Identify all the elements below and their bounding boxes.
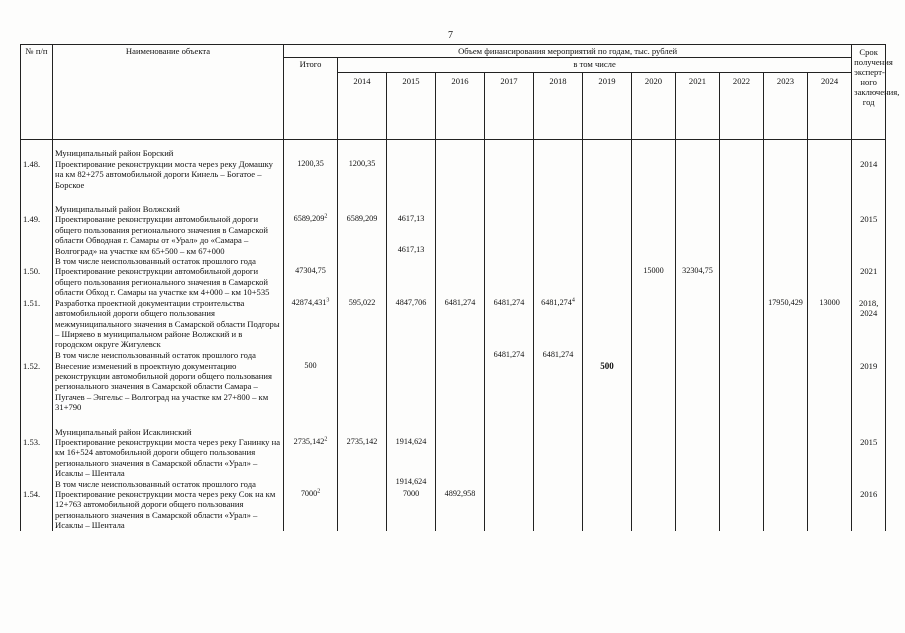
year-value-2024	[808, 266, 852, 297]
year-value-2018	[534, 148, 583, 190]
object-name	[53, 298, 284, 361]
spacer-cell	[583, 190, 632, 204]
spacer-cell	[338, 190, 387, 204]
remaining-value	[810, 350, 849, 360]
year-value-2023	[764, 266, 808, 297]
header-year-2018: 2018	[534, 73, 583, 140]
year-value-2019	[583, 361, 632, 413]
header-year-2024: 2024	[808, 73, 852, 140]
header-year-2021: 2021	[676, 73, 720, 140]
year-value-2020	[632, 361, 676, 413]
year-value-2016	[436, 148, 485, 190]
remaining-value	[634, 340, 673, 350]
year-value-2019	[583, 298, 632, 361]
spacer-cell	[53, 413, 284, 427]
spacer-cell	[676, 413, 720, 427]
spacer-cell	[676, 140, 720, 149]
year-value-2014	[338, 361, 387, 413]
year-value-2017	[485, 361, 534, 413]
spacer-cell	[387, 140, 436, 149]
remaining-value	[340, 350, 384, 360]
year-value-text: 4847,706	[395, 297, 427, 307]
spacer-cell	[852, 413, 886, 427]
year-value-2024	[808, 148, 852, 190]
object-name-text: Проектирование реконструкции автомобильной дороги общего пользования регионального значения в Самарской области Обход г. Самары на участке км 4+000 – км 10+535	[55, 266, 270, 298]
year-value-2017	[485, 298, 534, 361]
year-value-2014	[338, 266, 387, 297]
remaining-value	[678, 340, 717, 350]
remaining-balance-label: В том числе неиспользованный остаток прошлого года	[55, 349, 256, 360]
district-name: Муниципальный район Борский	[55, 148, 174, 159]
remaining-value	[585, 340, 629, 350]
spacer-cell	[436, 413, 485, 427]
total-value-text: 500	[304, 360, 317, 370]
financing-table	[20, 44, 900, 531]
year-value-2016	[436, 204, 485, 266]
year-value-text: 4892,958	[444, 488, 476, 498]
expert-conclusion-year	[852, 298, 886, 361]
spacer-cell	[387, 413, 436, 427]
spacer-cell	[284, 190, 338, 204]
remaining-value	[438, 467, 482, 477]
district-name: Муниципальный район Исаклинский	[55, 426, 192, 437]
year-value-2022	[720, 148, 764, 190]
spacer-cell	[436, 190, 485, 204]
spacer-cell	[583, 140, 632, 149]
total-value	[284, 361, 338, 413]
year-value-2017	[485, 427, 534, 489]
object-name	[53, 266, 284, 297]
year-value-2020	[632, 266, 676, 297]
expert-conclusion-year	[852, 427, 886, 489]
header-financing: Объем финансирования мероприятий по годам, тыс. рублей	[284, 45, 852, 58]
year-value-2020	[632, 298, 676, 361]
spacer-cell	[632, 413, 676, 427]
total-value-text: 47304,75	[295, 266, 326, 276]
year-value-2017	[485, 266, 534, 297]
year-value-2018	[534, 266, 583, 297]
total-value-text: 1200,35	[297, 158, 324, 168]
spacer-cell	[387, 190, 436, 204]
spacer-cell	[485, 140, 534, 149]
object-name	[53, 489, 284, 531]
year-value-2021	[676, 361, 720, 413]
header-year-2019: 2019	[583, 73, 632, 140]
header-num: № п/п	[21, 45, 53, 140]
remaining-value: 1914,624	[395, 477, 427, 487]
remaining-value	[722, 234, 761, 244]
year-value-2015	[387, 427, 436, 489]
year-value-2014	[338, 148, 387, 190]
row-number-text: 1.52.	[23, 360, 41, 371]
spacer-cell	[852, 140, 886, 149]
year-value-text: 7000	[402, 488, 420, 498]
spacer-cell	[436, 140, 485, 149]
remaining-value: 6481,274	[542, 350, 574, 360]
year-value-2014	[338, 427, 387, 489]
table-row	[21, 266, 886, 297]
year-value-2018	[534, 427, 583, 489]
expert-conclusion-year-text: 2015	[860, 214, 878, 225]
spacer-cell	[764, 413, 808, 427]
year-value-2014	[338, 489, 387, 531]
remaining-value	[722, 467, 761, 477]
year-value-2017	[485, 204, 534, 266]
year-value-2021	[676, 148, 720, 190]
year-value-2023	[764, 204, 808, 266]
year-value-2022	[720, 361, 764, 413]
table-row	[21, 427, 886, 489]
remaining-value	[585, 467, 629, 477]
spacer-cell	[764, 140, 808, 149]
year-value-2018	[534, 489, 583, 531]
year-value-2019	[583, 489, 632, 531]
table-header	[21, 45, 900, 140]
spacer-cell	[808, 190, 852, 204]
spacer-cell	[808, 413, 852, 427]
row-number	[21, 148, 53, 190]
year-value-2018	[534, 361, 583, 413]
year-value-2023	[764, 427, 808, 489]
expert-conclusion-year-text: 2019	[860, 360, 878, 371]
expert-conclusion-year-text: 2021	[860, 266, 878, 277]
year-value-2023	[764, 361, 808, 413]
year-value-2022	[720, 427, 764, 489]
year-value-2019	[583, 266, 632, 297]
year-value-2016	[436, 489, 485, 531]
year-value-2024	[808, 361, 852, 413]
remaining-value	[585, 234, 629, 244]
row-number	[21, 489, 53, 531]
year-value-2020	[632, 489, 676, 531]
remaining-value	[766, 350, 805, 360]
year-value-text: 6481,274	[541, 297, 572, 307]
year-value-text: 1914,624	[395, 436, 427, 446]
row-number	[21, 361, 53, 413]
year-value-2015	[387, 298, 436, 361]
row-number-text: 1.50.	[23, 266, 41, 277]
header-total: Итого	[284, 58, 338, 140]
year-value-2015	[387, 361, 436, 413]
total-value-text: 6589,209	[293, 214, 325, 224]
spacer-cell	[485, 413, 534, 427]
spacer-cell	[534, 413, 583, 427]
district-name: Муниципальный район Волжский	[55, 204, 180, 215]
row-number-text: 1.51.	[23, 297, 41, 308]
table-row	[21, 489, 886, 531]
year-value-2016	[436, 298, 485, 361]
year-value-2020	[632, 148, 676, 190]
year-value-text: 2735,142	[346, 436, 378, 446]
year-value-2021	[676, 266, 720, 297]
year-value-text: 6481,274	[493, 297, 525, 307]
remaining-value	[536, 467, 580, 477]
year-value-text: 13000	[819, 297, 840, 307]
remaining-value: 4617,13	[397, 244, 425, 254]
remaining-value	[536, 234, 580, 244]
total-value-text: 2735,142	[293, 436, 325, 446]
year-value-2021	[676, 489, 720, 531]
table-row	[21, 148, 886, 190]
total-value	[284, 298, 338, 361]
table-row	[21, 298, 886, 361]
year-value-text: 32304,75	[682, 266, 713, 276]
remaining-balance-label: В том числе неиспользованный остаток прошлого года	[55, 478, 256, 489]
total-value	[284, 204, 338, 266]
year-value-2023	[764, 148, 808, 190]
year-value-2021	[676, 427, 720, 489]
year-value-text: 4617,13	[397, 214, 425, 224]
year-value-text: 6481,274	[444, 297, 476, 307]
year-value-2024	[808, 298, 852, 361]
row-number	[21, 298, 53, 361]
year-value-2014	[338, 298, 387, 361]
row-number-text: 1.54.	[23, 488, 41, 499]
year-value-2019	[583, 427, 632, 489]
year-value-2019	[583, 204, 632, 266]
total-value	[284, 148, 338, 190]
remaining-value	[340, 245, 384, 255]
table-row	[21, 361, 886, 413]
year-value-2021	[676, 298, 720, 361]
remaining-value	[438, 234, 482, 244]
header-term: Срок получения эксперт-ного заключения, год	[852, 45, 886, 140]
header-year-2020: 2020	[632, 73, 676, 140]
year-value-2022	[720, 489, 764, 531]
year-value-2023	[764, 489, 808, 531]
spacer-cell	[764, 190, 808, 204]
year-value-2015	[387, 204, 436, 266]
object-name-text: Разработка проектной документации строительства автомобильной дороги общего пользования межмуниципального значения в Самарской области Подгоры – Ширяево в муниципальном районе Волжский и в городском округе Жигулевск	[55, 297, 280, 350]
expert-conclusion-year	[852, 204, 886, 266]
remaining-value: 6481,274	[493, 350, 525, 360]
spacer-cell	[720, 413, 764, 427]
total-value-text: 7000	[300, 488, 318, 498]
footnote-mark: 2	[317, 488, 321, 495]
spacer-cell	[338, 413, 387, 427]
year-value-text: 15000	[643, 266, 664, 276]
year-value-text: 17950,429	[768, 297, 803, 307]
total-value	[284, 266, 338, 297]
footnote-mark: 2	[324, 213, 328, 220]
object-name-text: Проектирование реконструкции автомобильной дороги общего пользования регионального значения в Самарской области Обводная г. Самары от «Урал» до «Самара – Волгоград» на участке км 65+500 – км 67+000	[55, 214, 269, 256]
table-body	[21, 140, 886, 531]
year-value-2018	[534, 298, 583, 361]
spacer-cell	[485, 190, 534, 204]
year-value-2018	[534, 204, 583, 266]
year-value-2020	[632, 427, 676, 489]
year-value-2015	[387, 489, 436, 531]
expert-conclusion-year	[852, 489, 886, 531]
spacer-cell	[534, 140, 583, 149]
remaining-value	[722, 340, 761, 350]
remaining-value	[678, 234, 717, 244]
row-number	[21, 427, 53, 489]
header-year-2017: 2017	[485, 73, 534, 140]
object-name-text: Проектирование реконструкции моста через реку Ганинку на км 16+524 автомобильной дороги общего пользования регионального значения в Самарской области «Урал» – Исаклы – Шентала	[55, 436, 281, 479]
year-value-2017	[485, 148, 534, 190]
row-number-text: 1.48.	[23, 158, 41, 169]
remaining-value	[810, 467, 849, 477]
object-name-text: Внесение изменений в проектную документацию реконструкции автомобильной дороги общего пользования регионального значения в Самарской области Самара – Пугачев – Энгельс – Волгоград на участке км 27+800 – км 31+790	[55, 360, 272, 413]
spacer-cell	[284, 413, 338, 427]
expert-conclusion-year-text: 2018, 2024	[859, 297, 879, 319]
remaining-value	[487, 467, 531, 477]
year-value-2024	[808, 204, 852, 266]
row-number	[21, 204, 53, 266]
spacer-cell	[21, 413, 53, 427]
row-number-text: 1.53.	[23, 436, 41, 447]
spacer-cell	[632, 140, 676, 149]
page-number: 7	[448, 30, 453, 41]
spacer-cell	[284, 140, 338, 149]
remaining-value	[634, 234, 673, 244]
remaining-value	[340, 477, 384, 487]
expert-conclusion-year	[852, 266, 886, 297]
year-value-2022	[720, 266, 764, 297]
remaining-balance-label: В том числе неиспользованный остаток прошлого года	[55, 256, 256, 267]
year-value-2022	[720, 204, 764, 266]
spacer-cell	[534, 190, 583, 204]
spacer-cell	[21, 140, 53, 149]
footnote-mark: 2	[324, 436, 328, 443]
remaining-value	[810, 234, 849, 244]
year-value-2019	[583, 148, 632, 190]
expert-conclusion-year-text: 2014	[860, 158, 878, 169]
spacer-cell	[632, 190, 676, 204]
year-value-2016	[436, 266, 485, 297]
year-value-2024	[808, 427, 852, 489]
header-year-2016: 2016	[436, 73, 485, 140]
total-value	[284, 427, 338, 489]
header-including: в том числе	[338, 58, 852, 73]
year-value-2015	[387, 266, 436, 297]
object-name	[53, 148, 284, 190]
year-value-2014	[338, 204, 387, 266]
spacer-cell	[720, 190, 764, 204]
spacer-cell	[21, 190, 53, 204]
year-value-2016	[436, 361, 485, 413]
footnote-mark: 4	[571, 296, 575, 303]
remaining-value	[438, 350, 482, 360]
object-name-text: Проектирование реконструкции моста через реку Сок на км 12+763 автомобильной дороги общего пользования регионального значения в Самарской области «Урал» – Исаклы – Шентала	[55, 488, 276, 531]
spacer-cell	[676, 190, 720, 204]
year-value-2016	[436, 427, 485, 489]
object-name	[53, 427, 284, 489]
spacer-cell	[53, 190, 284, 204]
total-value	[284, 489, 338, 531]
header-year-2023: 2023	[764, 73, 808, 140]
remaining-value	[678, 467, 717, 477]
table-row	[21, 204, 886, 266]
remaining-value	[487, 234, 531, 244]
remaining-value	[634, 467, 673, 477]
year-value-2024	[808, 489, 852, 531]
spacer-cell	[338, 140, 387, 149]
total-value-text: 42874,431	[291, 297, 327, 307]
remaining-value	[766, 467, 805, 477]
expert-conclusion-year-text: 2015	[860, 436, 878, 447]
expert-conclusion-year	[852, 148, 886, 190]
spacer-cell	[53, 140, 284, 149]
expert-conclusion-year-text: 2016	[860, 488, 878, 499]
object-name	[53, 361, 284, 413]
footnote-mark: 3	[326, 296, 330, 303]
header-year-2014: 2014	[338, 73, 387, 140]
row-number-text: 1.49.	[23, 214, 41, 225]
header-year-2022: 2022	[720, 73, 764, 140]
object-name-text: Проектирование реконструкции моста через реку Домашку на км 82+275 автомобильной дороги Кинель – Богатое – Борское	[55, 158, 273, 190]
year-value-text: 500	[600, 360, 614, 371]
remaining-value	[766, 234, 805, 244]
header-name: Наименование объекта	[53, 45, 284, 140]
year-value-2020	[632, 204, 676, 266]
spacer-cell	[720, 140, 764, 149]
year-value-2023	[764, 298, 808, 361]
spacer-cell	[808, 140, 852, 149]
spacer-cell	[852, 190, 886, 204]
year-value-2015	[387, 148, 436, 190]
expert-conclusion-year	[852, 361, 886, 413]
row-number	[21, 266, 53, 297]
year-value-text: 595,022	[348, 297, 376, 307]
header-year-2015: 2015	[387, 73, 436, 140]
year-value-text: 6589,209	[346, 214, 378, 224]
remaining-value	[389, 350, 433, 360]
object-name	[53, 204, 284, 266]
year-value-2017	[485, 489, 534, 531]
spacer-cell	[583, 413, 632, 427]
year-value-2022	[720, 298, 764, 361]
year-value-text: 1200,35	[348, 158, 376, 168]
year-value-2021	[676, 204, 720, 266]
